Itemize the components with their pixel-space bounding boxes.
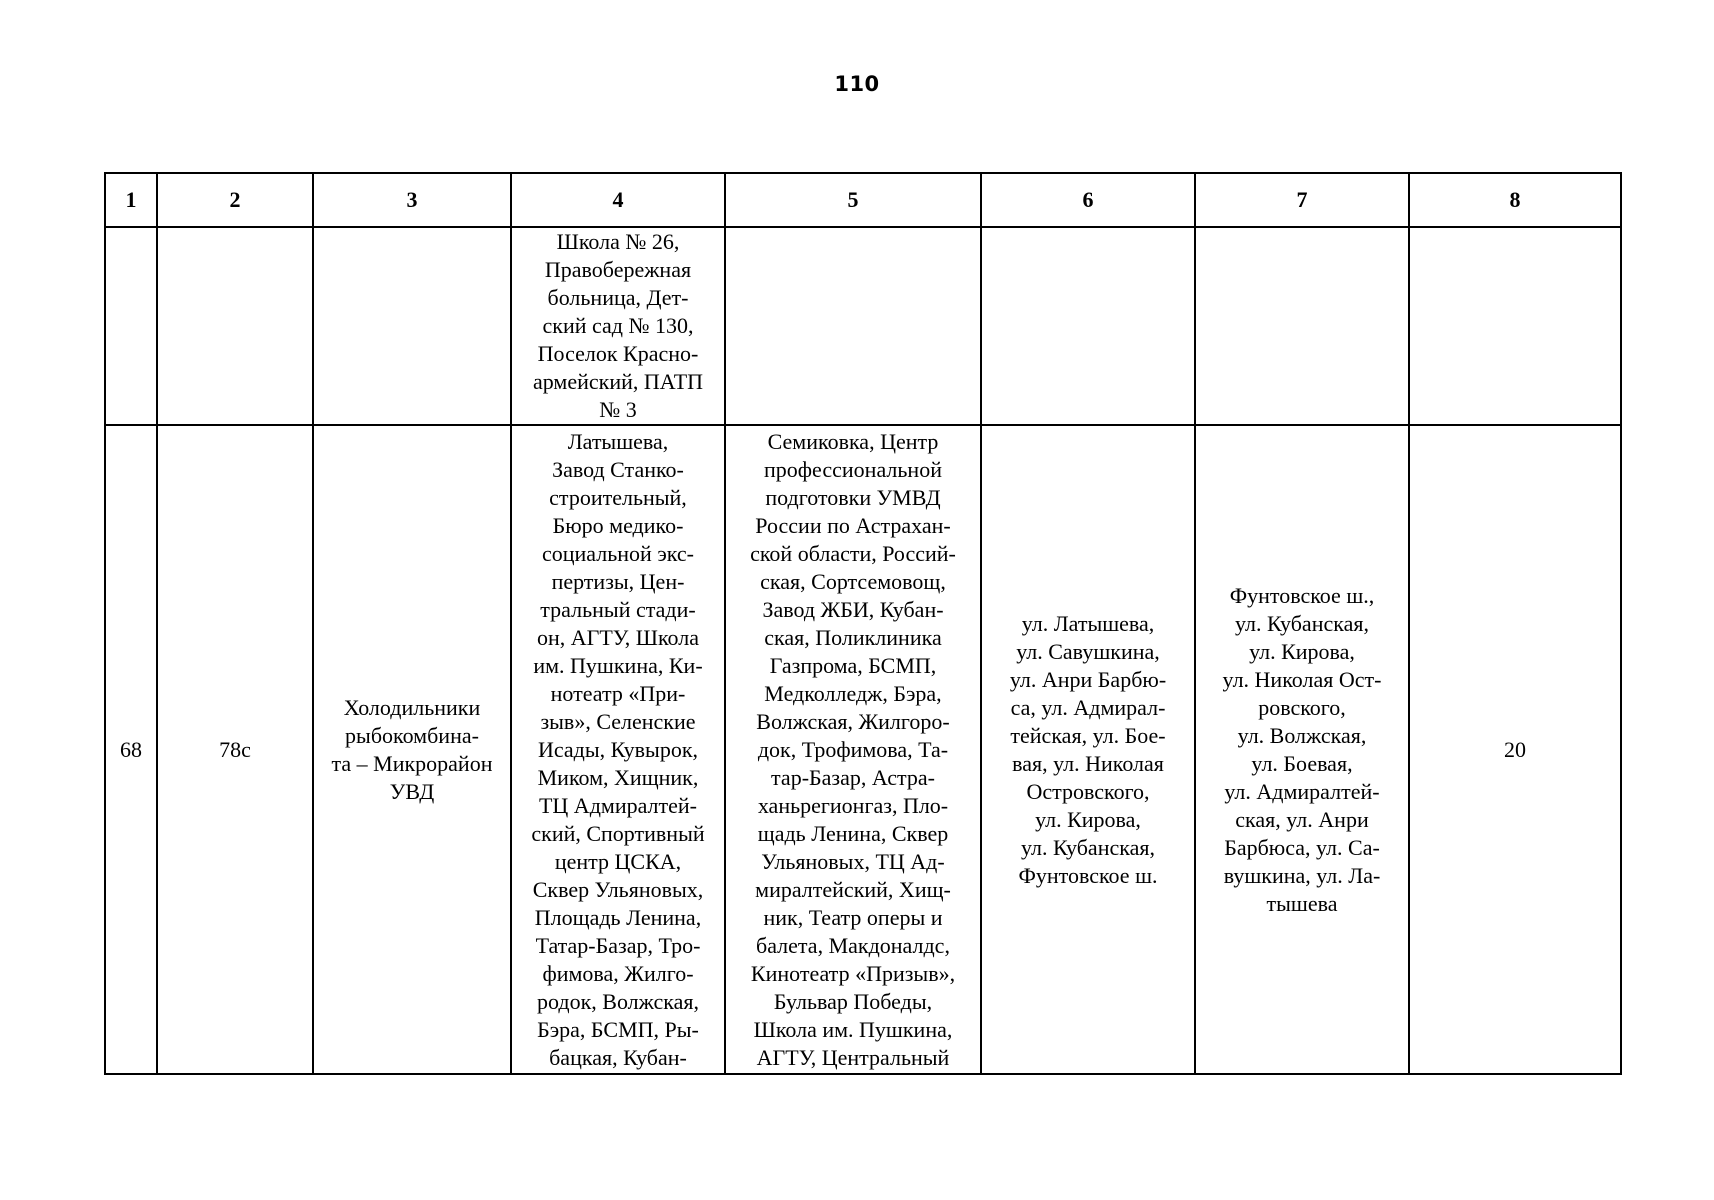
cell-line: он, АГТУ, Школа xyxy=(536,625,700,650)
header-cell: 5 xyxy=(725,173,981,227)
cell-line: ский сад № 130, xyxy=(542,313,694,338)
cell-line: ул. Анри Барбю- xyxy=(1009,666,1167,692)
cell-line: ул. Кирова, xyxy=(1249,638,1355,664)
table-cell xyxy=(1195,227,1409,425)
cell-line: Миком, Хищник, xyxy=(537,765,699,790)
cell-line: ул. Савушкина, xyxy=(1016,638,1160,664)
header-cell: 3 xyxy=(313,173,511,227)
row-number: 68 xyxy=(105,425,157,1074)
stops-forward-continuation xyxy=(511,227,725,425)
cell-line: ул. Адмиралтей- xyxy=(1224,778,1380,804)
cell-line: Латышева, xyxy=(567,429,669,454)
table-cell xyxy=(105,227,157,425)
cell-line: Бэра, БСМП, Ры- xyxy=(537,1017,699,1042)
cell-line: Газпрома, БСМП, xyxy=(769,653,937,678)
table-cell xyxy=(1409,227,1621,425)
cell-line: Волжская, Жилгоро- xyxy=(756,709,950,734)
cell-line: пертизы, Цен- xyxy=(551,569,685,594)
cell-line: тар-Базар, Астра- xyxy=(771,765,935,790)
header-cell: 6 xyxy=(981,173,1195,227)
cell-line: са, ул. Адмирал- xyxy=(1010,694,1166,720)
cell-line: щадь Ленина, Сквер xyxy=(757,821,949,846)
cell-line: вая, ул. Николая xyxy=(1012,750,1164,776)
cell-line: док, Трофимова, Та- xyxy=(757,737,949,762)
cell-line: Поселок Красно- xyxy=(537,341,699,366)
stops-backward xyxy=(725,425,981,1074)
cell-line: ханьрегионгаз, Пло- xyxy=(757,793,949,818)
cell-line: ул. Кирова, xyxy=(1035,806,1141,832)
cell-line: профессиональной xyxy=(764,457,942,482)
cell-line: Фунтовское ш., xyxy=(1229,582,1375,608)
cell-line: им. Пушкина, Ки- xyxy=(533,653,703,678)
cell-line: Барбюса, ул. Са- xyxy=(1224,834,1380,860)
streets-forward xyxy=(981,425,1195,1074)
cell-line: ник, Театр оперы и xyxy=(763,905,943,930)
cell-line: АГТУ, Центральный xyxy=(756,1045,950,1070)
header-cell: 1 xyxy=(105,173,157,227)
cell-line: России по Астрахан- xyxy=(755,513,951,538)
cell-line: Медколледж, Бэра, xyxy=(764,681,942,706)
cell-line: ская, Сортсемовощ, xyxy=(760,569,946,594)
cell-line: тейская, ул. Бое- xyxy=(1010,722,1166,748)
col8-value: 20 xyxy=(1409,425,1621,1074)
cell-line: Исады, Кувырок, xyxy=(537,737,699,762)
cell-line: ул. Кубанская, xyxy=(1021,834,1155,860)
cell-line: центр ЦСКА, xyxy=(554,849,682,874)
cell-line: Островского, xyxy=(1026,778,1150,804)
cell-line: Ульяновых, ТЦ Ад- xyxy=(761,849,945,874)
cell-line: ская, Поликлиника xyxy=(764,625,942,650)
route-table xyxy=(104,172,1622,1075)
header-cell: 2 xyxy=(157,173,313,227)
cell-line: ул. Кубанская, xyxy=(1235,610,1369,636)
cell-line: тышева xyxy=(1266,890,1338,916)
cell-line: ул. Боевая, xyxy=(1251,750,1353,776)
cell-line: Холодильники xyxy=(343,694,481,720)
cell-line: зыв», Селенские xyxy=(540,709,696,734)
cell-line: ТЦ Адмиралтей- xyxy=(538,793,698,818)
cell-line: подготовки УМВД xyxy=(765,485,941,510)
cell-line: Бульвар Победы, xyxy=(773,989,933,1014)
cell-line: тральный стади- xyxy=(540,597,696,622)
cell-line: Завод Станко- xyxy=(552,457,684,482)
cell-line: фимова, Жилго- xyxy=(542,961,694,986)
cell-line: рыбокомбина- xyxy=(345,722,479,748)
cell-line: балета, Макдоналдс, xyxy=(756,933,950,958)
table-cell xyxy=(725,227,981,425)
cell-line: вушкина, ул. Ла- xyxy=(1223,862,1381,888)
table-row xyxy=(105,425,1621,1074)
cell-line: ул. Латышева, xyxy=(1021,610,1155,636)
cell-line: социальной экс- xyxy=(541,541,694,566)
cell-line: бацкая, Кубан- xyxy=(549,1045,687,1070)
cell-line: ская, ул. Анри xyxy=(1235,806,1369,832)
cell-line: УВД xyxy=(389,778,435,804)
cell-line: Бюро медико- xyxy=(552,513,684,538)
cell-line: Школа № 26, xyxy=(556,229,680,254)
cell-line: Фунтовское ш. xyxy=(1018,862,1158,888)
table-row xyxy=(105,227,1621,425)
cell-line: № 3 xyxy=(599,397,637,422)
cell-line: та – Микрорайон xyxy=(331,750,493,776)
cell-line: армейский, ПАТП xyxy=(532,369,704,394)
cell-line: родок, Волжская, xyxy=(537,989,699,1014)
cell-line: Семиковка, Центр xyxy=(767,429,939,454)
cell-line: Площадь Ленина, xyxy=(534,905,702,930)
cell-line: Правобережная xyxy=(544,257,692,282)
cell-line: ской области, Россий- xyxy=(750,541,956,566)
cell-line: ул. Николая Ост- xyxy=(1222,666,1382,692)
streets-backward xyxy=(1195,425,1409,1074)
cell-line: строительный, xyxy=(549,485,687,510)
header-cell: 7 xyxy=(1195,173,1409,227)
cell-line: ровского, xyxy=(1258,694,1346,720)
cell-line: миралтейский, Хищ- xyxy=(755,877,951,902)
route-name xyxy=(313,425,511,1074)
cell-line: нотеатр «При- xyxy=(550,681,686,706)
page-number: 110 xyxy=(834,72,880,96)
header-cell: 4 xyxy=(511,173,725,227)
table-header-row xyxy=(105,173,1621,227)
route-number: 78с xyxy=(157,425,313,1074)
cell-line: Татар-Базар, Тро- xyxy=(535,933,701,958)
cell-line: Завод ЖБИ, Кубан- xyxy=(762,597,944,622)
cell-line: ский, Спортивный xyxy=(531,821,705,846)
table-cell xyxy=(313,227,511,425)
header-cell: 8 xyxy=(1409,173,1621,227)
cell-line: больница, Дет- xyxy=(547,285,689,310)
cell-line: Школа им. Пушкина, xyxy=(753,1017,953,1042)
cell-line: Кинотеатр «Призыв», xyxy=(750,961,956,986)
stops-forward xyxy=(511,425,725,1074)
cell-line: Сквер Ульяновых, xyxy=(532,877,704,902)
cell-line: ул. Волжская, xyxy=(1237,722,1367,748)
table-cell xyxy=(157,227,313,425)
table-cell xyxy=(981,227,1195,425)
